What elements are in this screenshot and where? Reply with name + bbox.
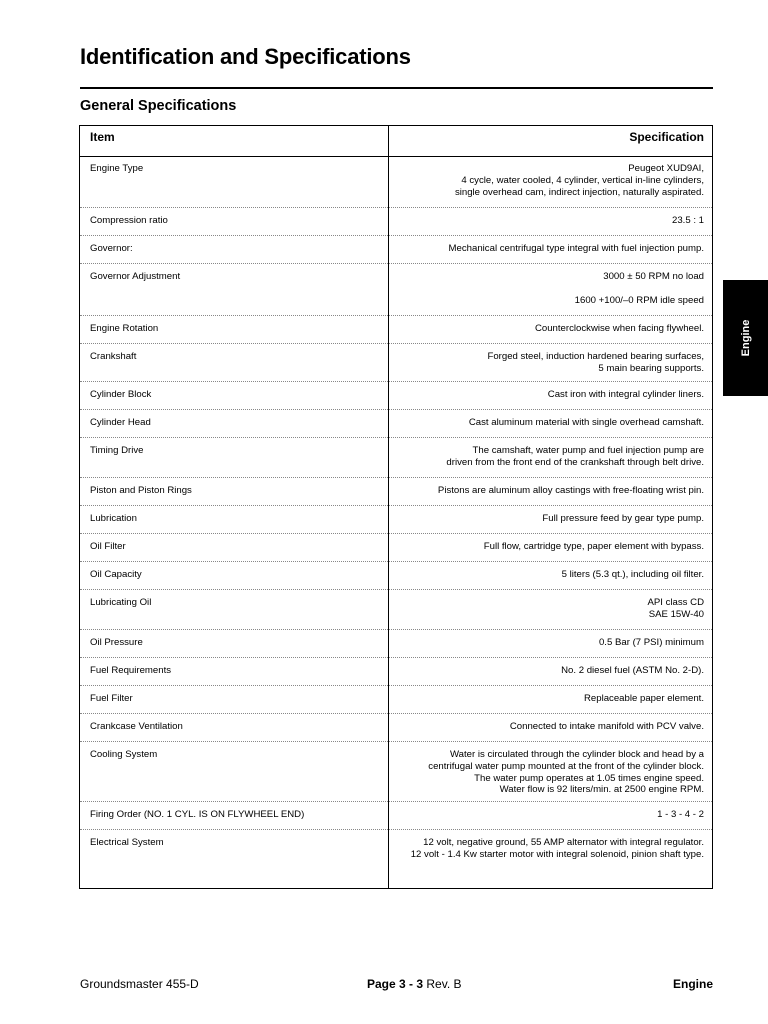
row-specification [389,541,704,553]
footer-section: Engine [672,977,713,991]
spec-line: Replaceable paper element. [583,693,704,704]
spec-line: 12 volt, negative ground, 55 AMP alternator with integral regulator. [423,837,704,848]
spec-line: 3000 ± 50 RPM no load [603,271,704,282]
row-item: Fuel Filter [90,693,133,704]
row-specification [389,445,704,469]
row-item: Governor Adjustment [90,271,181,282]
table-row [80,590,712,630]
row-item: Crankshaft [90,351,137,362]
header-specification: Specification [629,130,704,144]
row-specification [389,389,704,401]
spec-line: Full flow, cartridge type, paper element with bypass. [483,541,704,552]
row-item: Oil Pressure [90,637,143,648]
table-row [80,382,712,410]
row-item: Firing Order (NO. 1 CYL. IS ON FLYWHEEL END) [90,809,305,820]
row-specification [389,693,704,705]
row-specification [389,271,704,307]
spec-line: Connected to intake manifold with PCV valve. [509,721,704,732]
spec-line: Cast aluminum material with single overhead camshaft. [468,417,704,428]
footer-page-number: Page 3 - 3 [367,977,424,991]
row-specification [389,809,704,821]
footer-revision: Rev. B [426,977,462,991]
spec-line: 23.5 : 1 [671,215,704,226]
row-specification [389,749,704,796]
side-tab-label: Engine [739,319,752,357]
table-row [80,802,712,830]
row-specification [389,513,704,525]
spec-line: Peugeot XUD9AI, [628,163,704,174]
spec-line: API class CD [647,597,704,608]
table-row [80,742,712,802]
section-title: General Specifications [80,98,237,114]
spec-line: Full pressure feed by gear type pump. [542,513,704,524]
spec-line: driven from the front end of the crankshaft through belt drive. [446,456,704,468]
spec-line: 5 main bearing supports. [598,362,704,374]
row-item: Engine Rotation [90,323,159,334]
spec-line: Pistons are aluminum alloy castings with free-floating wrist pin. [437,485,704,496]
title-rule [80,87,713,89]
table-row [80,830,712,887]
row-specification [389,665,704,677]
row-specification [389,215,704,227]
table-row [80,236,712,264]
row-item: Cylinder Block [90,389,152,400]
side-section-tab [723,280,768,396]
row-specification [389,351,704,375]
spec-line: 1600 +100/–0 RPM idle speed [574,295,704,307]
table-row [80,714,712,742]
spec-line: Forged steel, induction hardened bearing surfaces, [487,351,704,362]
row-item: Engine Type [90,163,144,174]
table-row [80,630,712,658]
table-row [80,438,712,478]
table-row [80,264,712,316]
row-specification [389,163,704,198]
row-item: Oil Filter [90,541,126,552]
spec-line: The water pump operates at 1.05 times engine speed. [474,772,704,784]
table-row [80,208,712,236]
table-row [80,686,712,714]
spec-line: 12 volt - 1.4 Kw starter motor with integral solenoid, pinion shaft type. [410,848,704,860]
table-row [80,410,712,438]
row-specification [389,243,704,255]
row-specification [389,597,704,621]
row-item: Fuel Requirements [90,665,172,676]
row-item: Timing Drive [90,445,144,456]
spec-line: 1 - 3 - 4 - 2 [657,809,704,820]
row-specification [389,485,704,497]
row-item: Cooling System [90,749,158,760]
row-specification [389,417,704,429]
row-item: Crankcase Ventilation [90,721,183,732]
spec-line: No. 2 diesel fuel (ASTM No. 2-D). [561,665,704,676]
row-item: Governor: [90,243,133,254]
table-row [80,562,712,590]
spec-line: SAE 15W-40 [648,608,704,620]
table-row [80,316,712,344]
table-row [80,344,712,382]
table-header [80,126,712,157]
footer-product: Groundsmaster 455-D [80,977,199,991]
row-specification [389,323,704,335]
spec-line: Water is circulated through the cylinder block and head by a [449,749,704,760]
spec-line: centrifugal water pump mounted at the front of the cylinder block. [428,760,704,772]
row-specification [389,569,704,581]
table-row [80,658,712,686]
spec-line: Water flow is 92 liters/min. at 2500 engine RPM. [499,784,704,796]
table-row [80,478,712,506]
table-row [80,506,712,534]
row-item: Oil Capacity [90,569,142,580]
spec-line: The camshaft, water pump and fuel injection pump are [472,445,704,456]
spec-line: Counterclockwise when facing flywheel. [534,323,704,334]
row-item: Piston and Piston Rings [90,485,192,496]
spec-line: single overhead cam, indirect injection, naturally aspirated. [454,186,704,198]
spec-line: 4 cycle, water cooled, 4 cylinder, vertical in-line cylinders, [461,174,704,186]
spec-line: 0.5 Bar (7 PSI) minimum [598,637,704,648]
row-item: Compression ratio [90,215,168,226]
spec-line: 5 liters (5.3 qt.), including oil filter. [561,569,704,580]
table-row [80,156,712,208]
row-item: Cylinder Head [90,417,151,428]
header-item: Item [90,130,115,144]
row-item: Lubrication [90,513,137,524]
spec-spacer [389,283,704,296]
row-specification [389,637,704,649]
row-item: Electrical System [90,837,164,848]
spec-line: Mechanical centrifugal type integral with fuel injection pump. [448,243,704,254]
table-row [80,534,712,562]
row-specification [389,721,704,733]
specifications-table [79,125,713,889]
row-specification [389,837,704,861]
row-item: Lubricating Oil [90,597,152,608]
spec-line: Cast iron with integral cylinder liners. [547,389,704,400]
page-title: Identification and Specifications [80,44,411,69]
footer-page [367,977,462,991]
